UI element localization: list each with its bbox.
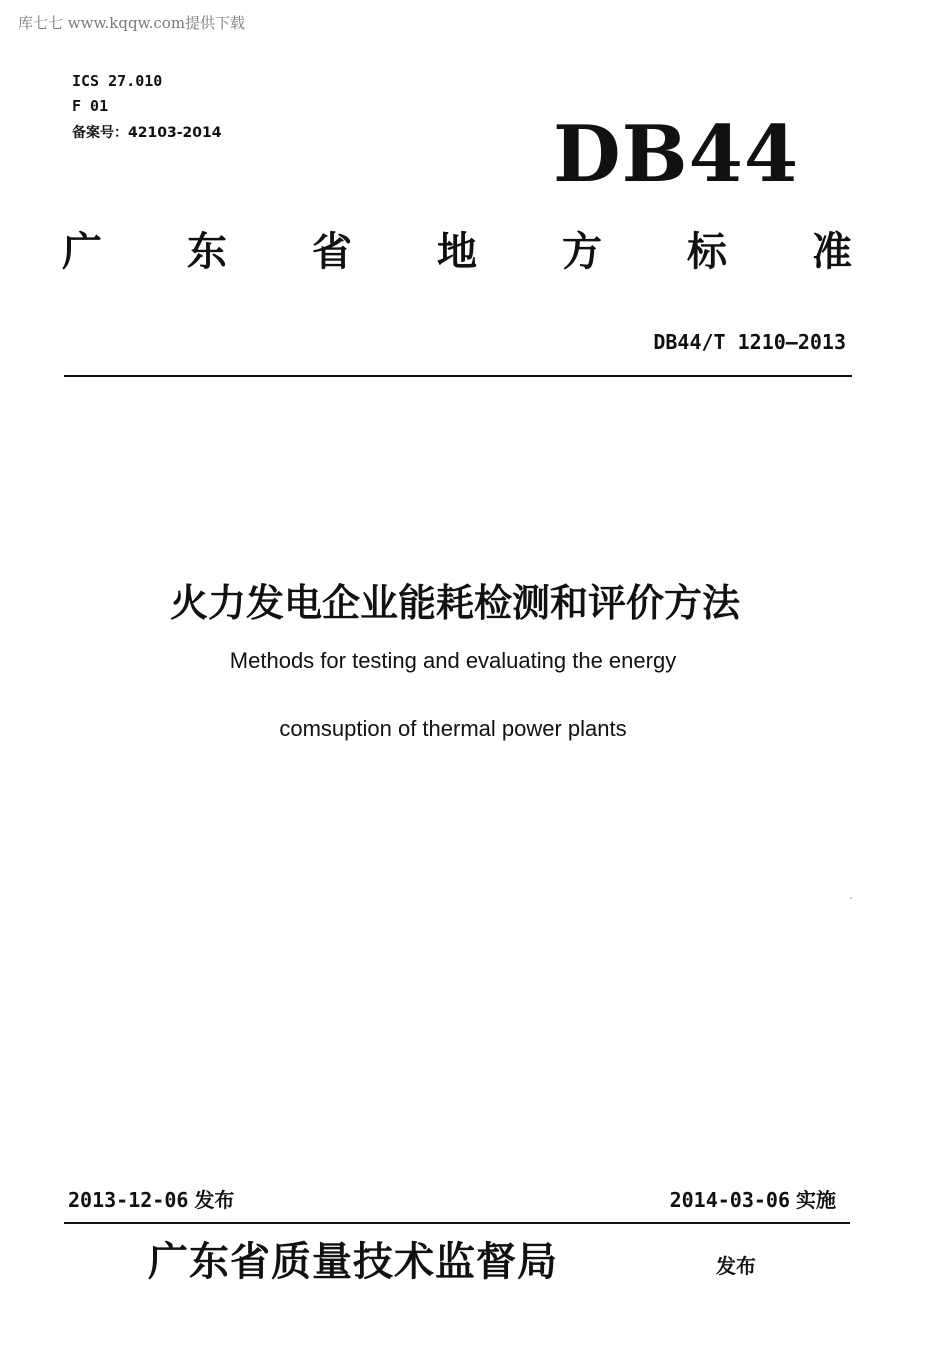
- watermark-text: 库七七 www.kqqw.com提供下载: [18, 14, 246, 32]
- title-english-line1: Methods for testing and evaluating the energy: [229, 648, 677, 673]
- record-number: 备案号：42103-2014: [72, 125, 222, 141]
- standard-type-char: 广: [62, 229, 102, 275]
- standard-type-char: 方: [562, 229, 602, 275]
- implement-date: 2014-03-06: [669, 1188, 790, 1212]
- title-english-line2: comsuption of thermal power plants: [279, 716, 627, 741]
- implement-date-line: [670, 1184, 836, 1213]
- ics-code: ICS 27.010: [72, 72, 163, 90]
- bottom-divider: [64, 1222, 850, 1224]
- standard-type-char: 标: [687, 229, 727, 275]
- standard-number: DB44/T 1210—2013: [653, 330, 846, 354]
- top-divider: [64, 375, 852, 377]
- scan-speck: [850, 897, 852, 899]
- issue-label: 发布: [194, 1188, 235, 1212]
- standard-type-heading: [62, 222, 852, 282]
- standard-type-char: 东: [187, 229, 227, 275]
- issue-date: 2013-12-06: [68, 1188, 189, 1212]
- title-chinese: 火力发电企业能耗检测和评价方法: [169, 581, 740, 625]
- issuing-authority: 广东省质量技术监督局: [148, 1238, 558, 1285]
- implement-label: 实施: [796, 1188, 836, 1212]
- standard-type-char: 省: [312, 229, 352, 275]
- category-code: F 01: [72, 97, 109, 115]
- issuer-action: 发布: [716, 1254, 756, 1278]
- standard-type-char: 准: [812, 229, 852, 275]
- standard-logo: DB44: [553, 109, 800, 200]
- issue-date-line: [68, 1184, 234, 1213]
- standard-type-char: 地: [437, 229, 477, 275]
